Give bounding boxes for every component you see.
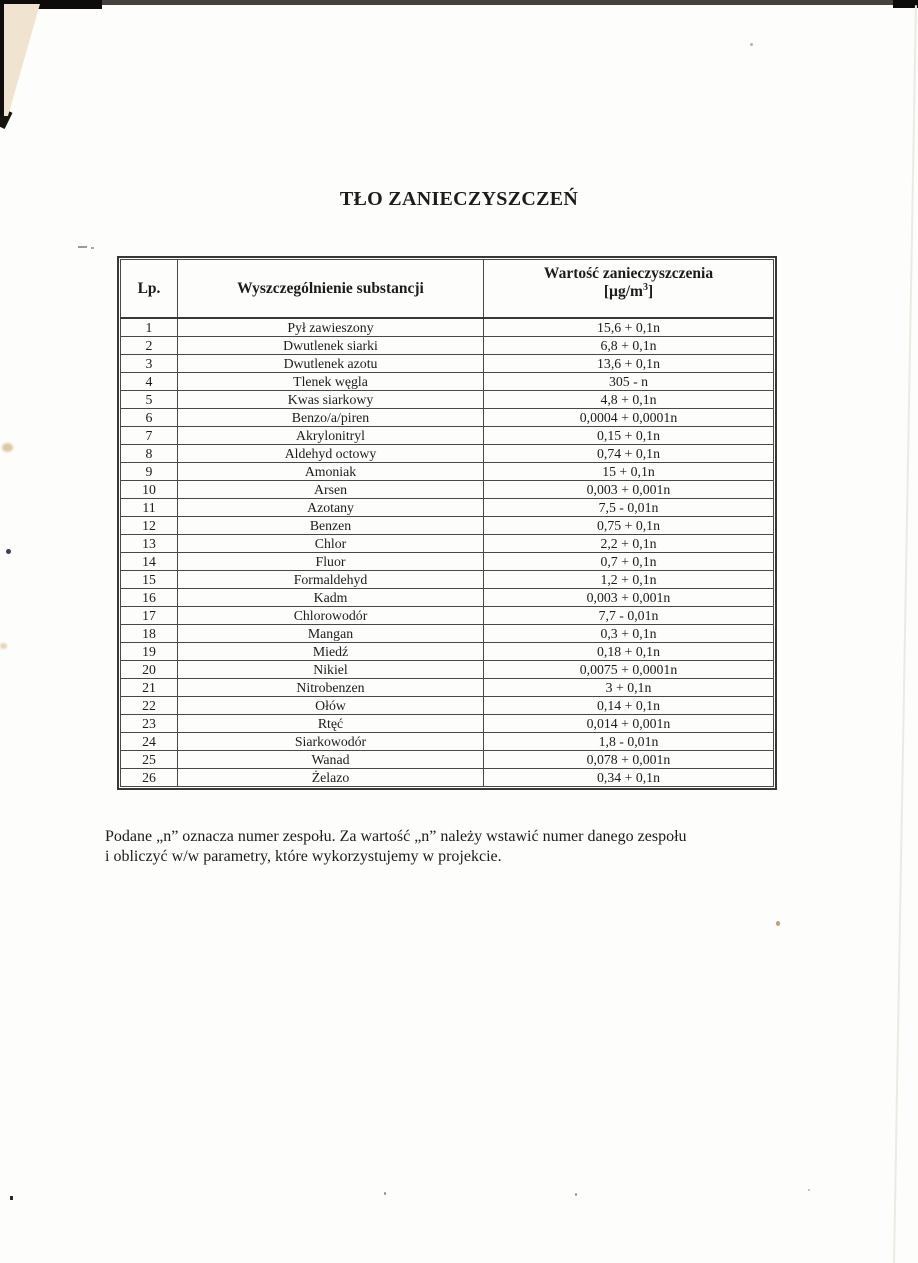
row-number: 13	[121, 535, 178, 553]
substance-name: Akrylonitryl	[178, 427, 484, 445]
scan-top-edge-line	[0, 0, 918, 5]
table-row	[121, 481, 774, 499]
row-number: 7	[121, 427, 178, 445]
row-number: 25	[121, 751, 178, 769]
table-row	[121, 463, 774, 481]
scanner-bed-wedge	[4, 4, 40, 116]
row-number: 6	[121, 409, 178, 427]
substance-name: Chlor	[178, 535, 484, 553]
pollution-value: 13,6 + 0,1n	[484, 355, 774, 373]
table-row	[121, 571, 774, 589]
table-row	[121, 607, 774, 625]
pollution-value: 0,003 + 0,001n	[484, 481, 774, 499]
row-number: 2	[121, 337, 178, 355]
table-row	[121, 769, 774, 787]
table-row	[121, 427, 774, 445]
substance-name: Nitrobenzen	[178, 679, 484, 697]
table-row	[121, 679, 774, 697]
pollution-value: 305 - n	[484, 373, 774, 391]
scan-speck	[750, 43, 753, 46]
table-row	[121, 409, 774, 427]
substance-name: Dwutlenek azotu	[178, 355, 484, 373]
scan-speck	[808, 1189, 810, 1191]
pollution-value: 0,74 + 0,1n	[484, 445, 774, 463]
scan-speck	[776, 921, 780, 926]
substance-name: Nikiel	[178, 661, 484, 679]
page-title: TŁO ZANIECZYSZCZEŃ	[339, 188, 579, 210]
row-number: 22	[121, 697, 178, 715]
table-row	[121, 589, 774, 607]
table-row	[121, 553, 774, 571]
table-row	[121, 318, 774, 337]
row-number: 21	[121, 679, 178, 697]
pollution-value: 7,7 - 0,01n	[484, 607, 774, 625]
row-number: 8	[121, 445, 178, 463]
row-number: 23	[121, 715, 178, 733]
pollution-table	[117, 256, 777, 790]
pollution-value: 0,14 + 0,1n	[484, 697, 774, 715]
table-row	[121, 625, 774, 643]
substance-name: Azotany	[178, 499, 484, 517]
table-row	[121, 715, 774, 733]
footnote	[105, 827, 815, 867]
col-header-value	[484, 260, 774, 319]
row-number: 26	[121, 769, 178, 787]
row-number: 17	[121, 607, 178, 625]
footnote-line-2: i obliczyć w/w parametry, które wykorzystujemy w projekcie.	[105, 848, 502, 865]
substance-name: Tlenek węgla	[178, 373, 484, 391]
substance-name: Ołów	[178, 697, 484, 715]
pollution-value: 15,6 + 0,1n	[484, 318, 774, 337]
scan-speck	[384, 1192, 386, 1195]
substance-name: Arsen	[178, 481, 484, 499]
table-row	[121, 643, 774, 661]
row-number: 10	[121, 481, 178, 499]
substance-name: Wanad	[178, 751, 484, 769]
pollution-value: 15 + 0,1n	[484, 463, 774, 481]
pollution-value: 7,5 - 0,01n	[484, 499, 774, 517]
pollution-value: 0,75 + 0,1n	[484, 517, 774, 535]
substance-name: Miedź	[178, 643, 484, 661]
row-number: 3	[121, 355, 178, 373]
substance-name: Chlorowodór	[178, 607, 484, 625]
substance-name: Żelazo	[178, 769, 484, 787]
row-number: 15	[121, 571, 178, 589]
pollution-value: 6,8 + 0,1n	[484, 337, 774, 355]
pollution-value: 2,2 + 0,1n	[484, 535, 774, 553]
scan-smudge	[2, 443, 13, 452]
substance-name: Fluor	[178, 553, 484, 571]
pollution-value: 0,18 + 0,1n	[484, 643, 774, 661]
pollution-value: 0,7 + 0,1n	[484, 553, 774, 571]
pollution-value: 0,0004 + 0,0001n	[484, 409, 774, 427]
table-row	[121, 445, 774, 463]
table-row	[121, 517, 774, 535]
pollution-value: 0,078 + 0,001n	[484, 751, 774, 769]
substance-name: Mangan	[178, 625, 484, 643]
table-row	[121, 751, 774, 769]
row-number: 18	[121, 625, 178, 643]
substance-name: Amoniak	[178, 463, 484, 481]
pencil-mark	[78, 246, 87, 248]
table-row	[121, 373, 774, 391]
table-row	[121, 391, 774, 409]
pollution-value: 4,8 + 0,1n	[484, 391, 774, 409]
table-row	[121, 733, 774, 751]
pollution-value: 0,0075 + 0,0001n	[484, 661, 774, 679]
row-number: 4	[121, 373, 178, 391]
pollution-value: 0,014 + 0,001n	[484, 715, 774, 733]
scan-speck	[575, 1193, 577, 1196]
substance-name: Kadm	[178, 589, 484, 607]
footnote-line-1: Podane „n” oznacza numer zespołu. Za wartość „n” należy wstawić numer danego zespołu	[105, 828, 687, 845]
scan-speck	[10, 1196, 13, 1200]
row-number: 5	[121, 391, 178, 409]
pollution-value: 0,15 + 0,1n	[484, 427, 774, 445]
pollution-value: 0,003 + 0,001n	[484, 589, 774, 607]
table-row	[121, 535, 774, 553]
row-number: 24	[121, 733, 178, 751]
table-row	[121, 697, 774, 715]
row-number: 9	[121, 463, 178, 481]
substance-name: Rtęć	[178, 715, 484, 733]
row-number: 20	[121, 661, 178, 679]
pollution-value: 1,8 - 0,01n	[484, 733, 774, 751]
row-number: 19	[121, 643, 178, 661]
scan-smudge	[0, 643, 7, 649]
substance-name: Benzen	[178, 517, 484, 535]
row-number: 11	[121, 499, 178, 517]
row-number: 1	[121, 318, 178, 337]
row-number: 12	[121, 517, 178, 535]
pollution-table-inner	[120, 259, 774, 787]
value-header-title: Wartość zanieczyszczenia	[543, 265, 714, 282]
table-row	[121, 355, 774, 373]
pollution-value: 3 + 0,1n	[484, 679, 774, 697]
row-number: 14	[121, 553, 178, 571]
substance-name: Formaldehyd	[178, 571, 484, 589]
pollution-table-body	[121, 318, 774, 787]
col-header-substance: Wyszczególnienie substancji	[178, 260, 484, 319]
table-row	[121, 499, 774, 517]
value-header-unit: $[\mu g/m^3]$	[603, 281, 654, 300]
substance-name: Aldehyd octowy	[178, 445, 484, 463]
pollution-value: 0,34 + 0,1n	[484, 769, 774, 787]
col-header-lp: Lp.	[121, 260, 178, 319]
pollution-value: 0,3 + 0,1n	[484, 625, 774, 643]
substance-name: Kwas siarkowy	[178, 391, 484, 409]
substance-name: Siarkowodór	[178, 733, 484, 751]
pollution-value: 1,2 + 0,1n	[484, 571, 774, 589]
table-row	[121, 337, 774, 355]
pencil-mark	[91, 247, 94, 249]
substance-name: Dwutlenek siarki	[178, 337, 484, 355]
row-number: 16	[121, 589, 178, 607]
ink-dot	[6, 549, 11, 554]
table-row	[121, 661, 774, 679]
substance-name: Benzo/a/piren	[178, 409, 484, 427]
substance-name: Pył zawieszony	[178, 318, 484, 337]
table-header-row	[121, 260, 774, 319]
